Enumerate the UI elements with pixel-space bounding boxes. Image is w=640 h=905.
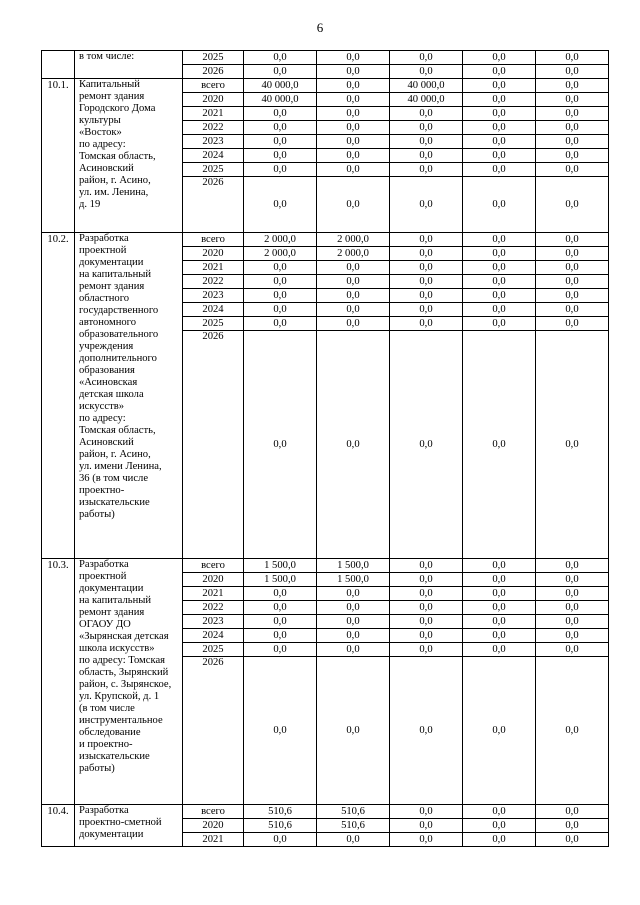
value-cell: 0,0 [317, 587, 390, 601]
value-cell: 0,0 [390, 573, 463, 587]
value-cell: 0,0 [244, 135, 317, 149]
value-cell: 0,0 [317, 331, 390, 559]
value-cell: 1 500,0 [244, 573, 317, 587]
row-description: Разработка проектной документации на капитальный ремонт здания ОГАОУ ДО «Зырянская детская школа искусств» по адресу: Томская область, Зырянский район, с. Зырянское, ул. Крупской, д. 1 (в том числе инструментальное обследование и проектно- изыскательские работы) [75, 559, 183, 805]
value-cell: 0,0 [390, 805, 463, 819]
value-cell: 0,0 [244, 65, 317, 79]
value-cell: 0,0 [536, 233, 609, 247]
table-row [42, 233, 609, 247]
value-cell: 0,0 [463, 805, 536, 819]
row-number: 10.3. [42, 559, 75, 805]
row-number: 10.4. [42, 805, 75, 847]
value-cell: 0,0 [317, 93, 390, 107]
value-cell: 0,0 [463, 177, 536, 233]
value-cell: 0,0 [390, 233, 463, 247]
year-cell: 2025 [183, 163, 244, 177]
value-cell: 0,0 [317, 163, 390, 177]
value-cell: 0,0 [244, 107, 317, 121]
year-cell: 2020 [183, 573, 244, 587]
value-cell: 0,0 [317, 833, 390, 847]
year-cell: 2026 [183, 331, 244, 559]
value-cell: 0,0 [317, 657, 390, 805]
value-cell: 0,0 [463, 233, 536, 247]
value-cell: 0,0 [244, 331, 317, 559]
value-cell: 0,0 [390, 331, 463, 559]
value-cell: 0,0 [244, 51, 317, 65]
value-cell: 1 500,0 [244, 559, 317, 573]
value-cell: 0,0 [390, 657, 463, 805]
value-cell: 2 000,0 [244, 247, 317, 261]
value-cell: 2 000,0 [244, 233, 317, 247]
value-cell: 0,0 [463, 65, 536, 79]
value-cell: 0,0 [463, 107, 536, 121]
value-cell: 0,0 [390, 587, 463, 601]
value-cell: 0,0 [317, 79, 390, 93]
year-cell: 2024 [183, 303, 244, 317]
value-cell: 0,0 [463, 833, 536, 847]
row-number [42, 51, 75, 79]
year-cell: 2020 [183, 247, 244, 261]
value-cell: 0,0 [244, 657, 317, 805]
value-cell: 0,0 [536, 615, 609, 629]
value-cell: 0,0 [390, 601, 463, 615]
value-cell: 0,0 [536, 177, 609, 233]
value-cell: 0,0 [463, 51, 536, 65]
value-cell: 0,0 [244, 121, 317, 135]
value-cell: 0,0 [536, 587, 609, 601]
year-cell: 2024 [183, 629, 244, 643]
value-cell: 0,0 [463, 303, 536, 317]
value-cell: 0,0 [317, 107, 390, 121]
value-cell: 0,0 [390, 107, 463, 121]
value-cell: 0,0 [390, 65, 463, 79]
year-cell: 2026 [183, 177, 244, 233]
value-cell: 0,0 [390, 275, 463, 289]
value-cell: 0,0 [536, 289, 609, 303]
value-cell: 0,0 [244, 317, 317, 331]
table-row [42, 79, 609, 93]
value-cell: 0,0 [317, 121, 390, 135]
value-cell: 0,0 [317, 177, 390, 233]
value-cell: 510,6 [244, 819, 317, 833]
value-cell: 0,0 [463, 331, 536, 559]
value-cell: 0,0 [536, 643, 609, 657]
value-cell: 0,0 [536, 51, 609, 65]
value-cell: 0,0 [463, 275, 536, 289]
value-cell: 0,0 [463, 79, 536, 93]
page-number: 6 [316, 20, 324, 35]
value-cell: 0,0 [536, 79, 609, 93]
value-cell: 0,0 [463, 615, 536, 629]
value-cell: 0,0 [536, 805, 609, 819]
year-cell: всего [183, 233, 244, 247]
year-cell: 2022 [183, 275, 244, 289]
value-cell: 0,0 [463, 247, 536, 261]
value-cell: 0,0 [463, 643, 536, 657]
value-cell: 0,0 [244, 615, 317, 629]
value-cell: 0,0 [317, 51, 390, 65]
year-cell: 2022 [183, 601, 244, 615]
value-cell: 0,0 [463, 121, 536, 135]
value-cell: 0,0 [536, 657, 609, 805]
value-cell: 0,0 [317, 65, 390, 79]
value-cell: 0,0 [390, 163, 463, 177]
year-cell: 2021 [183, 107, 244, 121]
row-description: Разработка проектно-сметной документации [75, 805, 183, 847]
year-cell: всего [183, 79, 244, 93]
year-cell: всего [183, 559, 244, 573]
value-cell: 510,6 [317, 805, 390, 819]
value-cell: 0,0 [244, 163, 317, 177]
year-cell: 2020 [183, 819, 244, 833]
value-cell: 0,0 [390, 833, 463, 847]
value-cell: 0,0 [390, 303, 463, 317]
value-cell: 0,0 [390, 819, 463, 833]
value-cell: 40 000,0 [390, 93, 463, 107]
value-cell: 0,0 [536, 303, 609, 317]
value-cell: 0,0 [536, 559, 609, 573]
value-cell: 40 000,0 [244, 93, 317, 107]
value-cell: 0,0 [536, 121, 609, 135]
value-cell: 0,0 [463, 149, 536, 163]
value-cell: 0,0 [463, 587, 536, 601]
intro-label: в том числе: [75, 51, 183, 79]
value-cell: 0,0 [536, 135, 609, 149]
year-cell: 2021 [183, 833, 244, 847]
table-row [42, 559, 609, 573]
value-cell: 0,0 [536, 107, 609, 121]
year-cell: 2023 [183, 289, 244, 303]
value-cell: 40 000,0 [244, 79, 317, 93]
value-cell: 0,0 [244, 629, 317, 643]
value-cell: 0,0 [463, 93, 536, 107]
value-cell: 0,0 [463, 629, 536, 643]
value-cell: 0,0 [244, 643, 317, 657]
value-cell: 0,0 [390, 261, 463, 275]
value-cell: 0,0 [536, 629, 609, 643]
row-description: Разработка проектной документации на капитальный ремонт здания областного государственного автономного образовательного учреждения дополнительного образования «Асиновская детская школа искусств» по адресу: Томская область, Асиновский район, г. Асино, ул. имени Ленина, 36 (в том числе проектно- изыскательские работы) [75, 233, 183, 559]
value-cell: 0,0 [390, 149, 463, 163]
value-cell: 0,0 [536, 833, 609, 847]
value-cell: 0,0 [536, 275, 609, 289]
year-cell: 2021 [183, 261, 244, 275]
value-cell: 0,0 [463, 135, 536, 149]
year-cell: 2023 [183, 135, 244, 149]
value-cell: 0,0 [390, 615, 463, 629]
year-cell: 2021 [183, 587, 244, 601]
value-cell: 0,0 [317, 289, 390, 303]
value-cell: 0,0 [244, 289, 317, 303]
year-cell: 2025 [183, 317, 244, 331]
value-cell: 0,0 [317, 615, 390, 629]
row-number: 10.1. [42, 79, 75, 233]
value-cell: 0,0 [463, 559, 536, 573]
value-cell: 0,0 [317, 303, 390, 317]
value-cell: 0,0 [390, 135, 463, 149]
value-cell: 2 000,0 [317, 247, 390, 261]
value-cell: 0,0 [317, 643, 390, 657]
value-cell: 0,0 [536, 573, 609, 587]
row-description: Капитальный ремонт здания Городского Дома культуры «Восток» по адресу: Томская область, Асиновский район, г. Асино, ул. им. Ленина, д. 19 [75, 79, 183, 233]
value-cell: 0,0 [244, 261, 317, 275]
value-cell: 0,0 [536, 247, 609, 261]
value-cell: 0,0 [317, 601, 390, 615]
value-cell: 0,0 [244, 833, 317, 847]
year-cell: 2023 [183, 615, 244, 629]
value-cell: 0,0 [317, 261, 390, 275]
table-row [42, 805, 609, 819]
year-cell: 2026 [183, 657, 244, 805]
value-cell: 0,0 [390, 289, 463, 303]
value-cell: 0,0 [390, 121, 463, 135]
value-cell: 0,0 [536, 317, 609, 331]
value-cell: 40 000,0 [390, 79, 463, 93]
value-cell: 0,0 [463, 163, 536, 177]
value-cell: 0,0 [317, 629, 390, 643]
value-cell: 510,6 [317, 819, 390, 833]
value-cell: 0,0 [390, 629, 463, 643]
value-cell: 0,0 [536, 163, 609, 177]
row-number: 10.2. [42, 233, 75, 559]
value-cell: 0,0 [244, 149, 317, 163]
year-cell: 2025 [183, 643, 244, 657]
value-cell: 0,0 [536, 601, 609, 615]
value-cell: 0,0 [244, 601, 317, 615]
value-cell: 0,0 [244, 303, 317, 317]
value-cell: 1 500,0 [317, 573, 390, 587]
year-cell: 2025 [183, 51, 244, 65]
value-cell: 0,0 [390, 247, 463, 261]
value-cell: 0,0 [390, 317, 463, 331]
value-cell: 0,0 [317, 135, 390, 149]
year-cell: 2020 [183, 93, 244, 107]
year-cell: всего [183, 805, 244, 819]
value-cell: 0,0 [536, 261, 609, 275]
value-cell: 0,0 [317, 317, 390, 331]
value-cell: 0,0 [536, 819, 609, 833]
value-cell: 0,0 [536, 331, 609, 559]
year-cell: 2024 [183, 149, 244, 163]
value-cell: 1 500,0 [317, 559, 390, 573]
year-cell: 2022 [183, 121, 244, 135]
year-cell: 2026 [183, 65, 244, 79]
value-cell: 0,0 [390, 643, 463, 657]
value-cell: 2 000,0 [317, 233, 390, 247]
value-cell: 0,0 [390, 559, 463, 573]
value-cell: 0,0 [244, 587, 317, 601]
value-cell: 510,6 [244, 805, 317, 819]
value-cell: 0,0 [463, 573, 536, 587]
value-cell: 0,0 [463, 601, 536, 615]
value-cell: 0,0 [317, 149, 390, 163]
value-cell: 0,0 [390, 177, 463, 233]
value-cell: 0,0 [463, 289, 536, 303]
value-cell: 0,0 [536, 149, 609, 163]
value-cell: 0,0 [244, 177, 317, 233]
budget-table [41, 50, 609, 847]
value-cell: 0,0 [463, 317, 536, 331]
value-cell: 0,0 [536, 93, 609, 107]
value-cell: 0,0 [463, 819, 536, 833]
value-cell: 0,0 [463, 657, 536, 805]
value-cell: 0,0 [317, 275, 390, 289]
value-cell: 0,0 [463, 261, 536, 275]
table-row [42, 51, 609, 65]
value-cell: 0,0 [536, 65, 609, 79]
value-cell: 0,0 [244, 275, 317, 289]
value-cell: 0,0 [390, 51, 463, 65]
